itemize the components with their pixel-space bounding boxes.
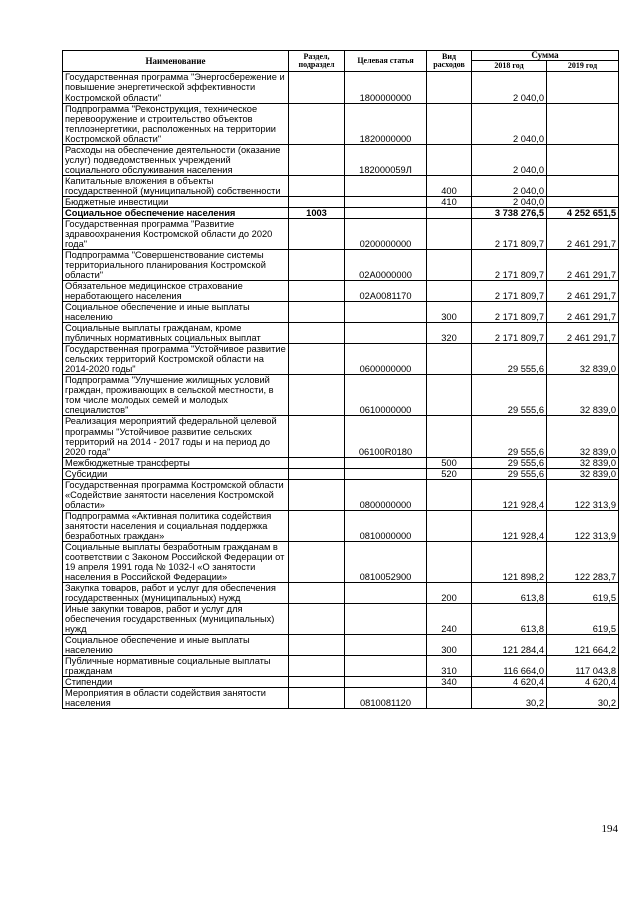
cell-2019: 122 313,9 — [547, 479, 619, 510]
cell-name: Подпрограмма "Совершенствование системы территориального планирования Костромской области" — [63, 249, 289, 280]
cell-2019: 619,5 — [547, 582, 619, 603]
table-row — [63, 175, 619, 196]
header-section: Раздел, подраздел — [289, 51, 345, 72]
table-row — [63, 249, 619, 280]
cell-name: Подпрограмма «Активная политика содействия занятости населения и социальная поддержка безработных граждан» — [63, 510, 289, 541]
cell-type — [427, 103, 472, 144]
cell-name: Социальные выплаты безработным гражданам в соответствии с Законом Российской Федерации от 19 апреля 1991 года № 1032-I «О занятости населения в Российской Федерации» — [63, 541, 289, 582]
cell-name: Социальное обеспечение и иные выплаты населению — [63, 635, 289, 656]
cell-type: 300 — [427, 302, 472, 323]
cell-name: Закупка товаров, работ и услуг для обеспечения государственных (муниципальных) нужд — [63, 582, 289, 603]
cell-2019: 122 283,7 — [547, 541, 619, 582]
page-number: 194 — [601, 823, 618, 835]
cell-section — [289, 677, 345, 688]
cell-2018: 3 738 276,5 — [472, 207, 547, 218]
table-row — [63, 207, 619, 218]
cell-type: 340 — [427, 677, 472, 688]
cell-2018: 29 555,6 — [472, 344, 547, 375]
cell-name: Подпрограмма "Реконструкция, техническое перевооружение и строительство объектов теплоэнергетики, расположенных на территории Костромской области" — [63, 103, 289, 144]
cell-2019: 32 839,0 — [547, 344, 619, 375]
table-row — [63, 218, 619, 249]
table-row — [63, 479, 619, 510]
cell-name: Публичные нормативные социальные выплаты гражданам — [63, 656, 289, 677]
table-row — [63, 416, 619, 457]
cell-section: 1003 — [289, 207, 345, 218]
cell-name: Социальное обеспечение и иные выплаты населению — [63, 302, 289, 323]
header-name: Наименование — [63, 51, 289, 72]
cell-target: 02А0000000 — [345, 249, 427, 280]
cell-2019: 32 839,0 — [547, 375, 619, 416]
cell-name: Социальные выплаты гражданам, кроме публичных нормативных социальных выплат — [63, 323, 289, 344]
cell-section — [289, 175, 345, 196]
cell-type: 240 — [427, 604, 472, 635]
cell-target — [345, 302, 427, 323]
table-row — [63, 72, 619, 103]
cell-name: Капитальные вложения в объекты государственной (муниципальной) собственности — [63, 175, 289, 196]
cell-type: 300 — [427, 635, 472, 656]
budget-table — [62, 50, 619, 709]
cell-section — [289, 635, 345, 656]
cell-section — [289, 468, 345, 479]
cell-2018: 121 898,2 — [472, 541, 547, 582]
cell-section — [289, 688, 345, 709]
cell-section — [289, 218, 345, 249]
cell-type: 200 — [427, 582, 472, 603]
cell-name: Государственная программа "Устойчивое развитие сельских территорий Костромской области на 2014-2020 годы" — [63, 344, 289, 375]
cell-section — [289, 604, 345, 635]
cell-name: Бюджетные инвестиции — [63, 196, 289, 207]
cell-target: 0600000000 — [345, 344, 427, 375]
table-row — [63, 688, 619, 709]
cell-section — [289, 103, 345, 144]
cell-type — [427, 375, 472, 416]
cell-name: Межбюджетные трансферты — [63, 457, 289, 468]
header-sum: Сумма — [472, 51, 619, 61]
header-2018: 2018 год — [472, 61, 547, 72]
cell-2019: 32 839,0 — [547, 416, 619, 457]
cell-type — [427, 207, 472, 218]
cell-target — [345, 656, 427, 677]
cell-2019: 4 620,4 — [547, 677, 619, 688]
cell-2019: 4 252 651,5 — [547, 207, 619, 218]
cell-2018: 613,8 — [472, 604, 547, 635]
cell-target — [345, 582, 427, 603]
cell-type: 310 — [427, 656, 472, 677]
table-row — [63, 196, 619, 207]
cell-2018: 2 171 809,7 — [472, 281, 547, 302]
cell-target — [345, 323, 427, 344]
cell-2019: 32 839,0 — [547, 468, 619, 479]
cell-section — [289, 510, 345, 541]
cell-target: 0610000000 — [345, 375, 427, 416]
table-row — [63, 375, 619, 416]
cell-name: Обязательное медицинское страхование неработающего населения — [63, 281, 289, 302]
table-row — [63, 281, 619, 302]
cell-name: Мероприятия в области содействия занятости населения — [63, 688, 289, 709]
cell-target: 1820000000 — [345, 103, 427, 144]
table-row — [63, 604, 619, 635]
table-row — [63, 656, 619, 677]
cell-2018: 613,8 — [472, 582, 547, 603]
table-row — [63, 302, 619, 323]
cell-target: 0800000000 — [345, 479, 427, 510]
cell-2019 — [547, 72, 619, 103]
cell-target: 0200000000 — [345, 218, 427, 249]
cell-name: Подпрограмма "Улучшение жилищных условий граждан, проживающих в сельской местности, в том числе молодых семей и молодых специалистов" — [63, 375, 289, 416]
cell-2019 — [547, 175, 619, 196]
cell-2018: 121 284,4 — [472, 635, 547, 656]
cell-2018: 2 171 809,7 — [472, 323, 547, 344]
table-row — [63, 103, 619, 144]
cell-2019 — [547, 144, 619, 175]
cell-2018: 4 620,4 — [472, 677, 547, 688]
cell-section — [289, 249, 345, 280]
cell-target: 06100R0180 — [345, 416, 427, 457]
cell-target: 1800000000 — [345, 72, 427, 103]
cell-2019: 2 461 291,7 — [547, 302, 619, 323]
cell-2018: 29 555,6 — [472, 416, 547, 457]
cell-target — [345, 468, 427, 479]
cell-target: 0810052900 — [345, 541, 427, 582]
table-row — [63, 582, 619, 603]
cell-name: Субсидии — [63, 468, 289, 479]
cell-2019: 2 461 291,7 — [547, 323, 619, 344]
cell-section — [289, 457, 345, 468]
table-row — [63, 510, 619, 541]
cell-name: Государственная программа "Развитие здравоохранения Костромской области до 2020 года" — [63, 218, 289, 249]
cell-target — [345, 175, 427, 196]
cell-section — [289, 479, 345, 510]
table-row — [63, 344, 619, 375]
table-row — [63, 468, 619, 479]
cell-2019: 2 461 291,7 — [547, 281, 619, 302]
cell-section — [289, 302, 345, 323]
table-row — [63, 677, 619, 688]
cell-section — [289, 72, 345, 103]
cell-target: 0810000000 — [345, 510, 427, 541]
cell-target — [345, 207, 427, 218]
header-2019: 2019 год — [547, 61, 619, 72]
cell-section — [289, 416, 345, 457]
table-row — [63, 323, 619, 344]
header-type: Вид расходов — [427, 51, 472, 72]
table-row — [63, 635, 619, 656]
cell-2018: 2 040,0 — [472, 144, 547, 175]
cell-type: 320 — [427, 323, 472, 344]
cell-name: Реализация мероприятий федеральной целевой программы "Устойчивое развитие сельских территорий на 2014 - 2017 годы и на период до 2020 года" — [63, 416, 289, 457]
cell-target — [345, 604, 427, 635]
cell-2019: 32 839,0 — [547, 457, 619, 468]
cell-name: Иные закупки товаров, работ и услуг для обеспечения государственных (муниципальных) нужд — [63, 604, 289, 635]
cell-type — [427, 218, 472, 249]
cell-2018: 121 928,4 — [472, 510, 547, 541]
table-body — [63, 72, 619, 709]
cell-target — [345, 677, 427, 688]
cell-name: Стипендии — [63, 677, 289, 688]
cell-type: 410 — [427, 196, 472, 207]
cell-type — [427, 249, 472, 280]
cell-target — [345, 196, 427, 207]
cell-section — [289, 375, 345, 416]
header-target: Целевая статья — [345, 51, 427, 72]
cell-2019: 2 461 291,7 — [547, 218, 619, 249]
cell-2019: 30,2 — [547, 688, 619, 709]
cell-section — [289, 196, 345, 207]
cell-section — [289, 344, 345, 375]
cell-2019: 2 461 291,7 — [547, 249, 619, 280]
cell-type — [427, 416, 472, 457]
cell-type: 520 — [427, 468, 472, 479]
cell-name: Расходы на обеспечение деятельности (оказание услуг) подведомственных учреждений социального обслуживания населения — [63, 144, 289, 175]
cell-2018: 29 555,6 — [472, 457, 547, 468]
cell-2018: 2 171 809,7 — [472, 218, 547, 249]
cell-name: Социальное обеспечение населения — [63, 207, 289, 218]
cell-2018: 30,2 — [472, 688, 547, 709]
cell-2018: 2 171 809,7 — [472, 302, 547, 323]
cell-name: Государственная программа Костромской области «Содействие занятости населения Костромской области» — [63, 479, 289, 510]
cell-2018: 2 040,0 — [472, 103, 547, 144]
cell-section — [289, 144, 345, 175]
cell-type — [427, 144, 472, 175]
cell-section — [289, 281, 345, 302]
cell-type — [427, 479, 472, 510]
cell-type — [427, 510, 472, 541]
cell-2019: 117 043,8 — [547, 656, 619, 677]
cell-type: 400 — [427, 175, 472, 196]
cell-target — [345, 457, 427, 468]
cell-target: 0810081120 — [345, 688, 427, 709]
cell-type — [427, 72, 472, 103]
cell-2019: 122 313,9 — [547, 510, 619, 541]
cell-2018: 121 928,4 — [472, 479, 547, 510]
cell-section — [289, 656, 345, 677]
cell-type — [427, 344, 472, 375]
cell-type — [427, 688, 472, 709]
table-row — [63, 457, 619, 468]
cell-target — [345, 635, 427, 656]
cell-section — [289, 323, 345, 344]
cell-2019: 619,5 — [547, 604, 619, 635]
cell-2018: 116 664,0 — [472, 656, 547, 677]
table-row — [63, 541, 619, 582]
cell-type — [427, 541, 472, 582]
cell-type: 500 — [427, 457, 472, 468]
cell-section — [289, 541, 345, 582]
cell-2018: 2 171 809,7 — [472, 249, 547, 280]
cell-2018: 29 555,6 — [472, 375, 547, 416]
cell-2019 — [547, 196, 619, 207]
cell-type — [427, 281, 472, 302]
cell-target: 02А0081170 — [345, 281, 427, 302]
cell-2019: 121 664,2 — [547, 635, 619, 656]
cell-2018: 2 040,0 — [472, 175, 547, 196]
cell-target: 182000059Л — [345, 144, 427, 175]
cell-2018: 29 555,6 — [472, 468, 547, 479]
cell-2019 — [547, 103, 619, 144]
cell-2018: 2 040,0 — [472, 196, 547, 207]
table-row — [63, 144, 619, 175]
cell-section — [289, 582, 345, 603]
cell-name: Государственная программа "Энергосбережение и повышение энергетической эффективности Костромской области" — [63, 72, 289, 103]
cell-2018: 2 040,0 — [472, 72, 547, 103]
